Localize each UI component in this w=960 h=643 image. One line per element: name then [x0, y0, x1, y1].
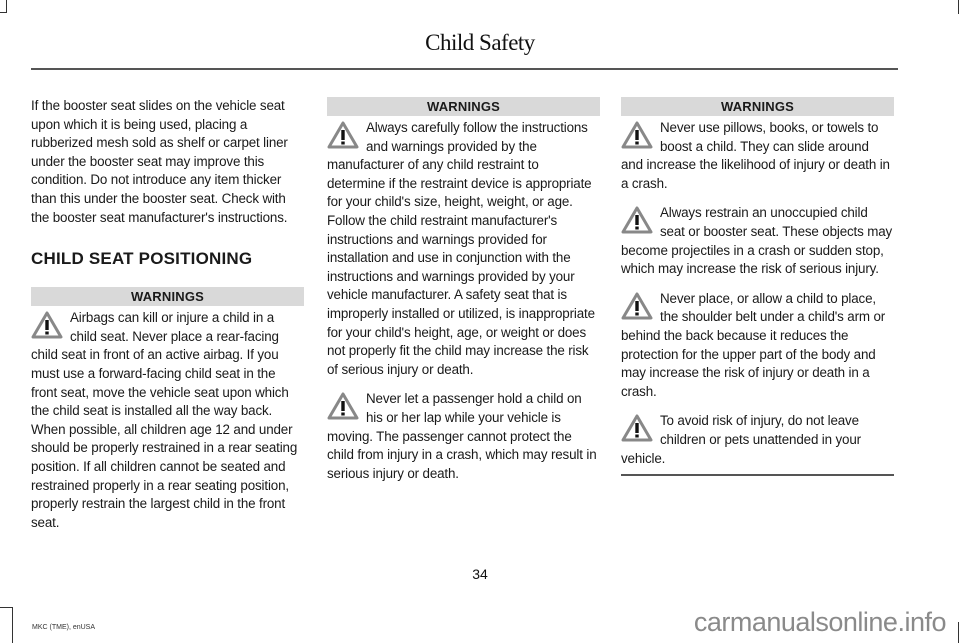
watermark: carmanualsonline.info [693, 607, 946, 637]
warning-text: Never use pillows, books, or towels to boost a child. They can slide around and increase the likelihood of injury or death in a crash. [621, 120, 890, 191]
booster-seat-paragraph: If the booster seat slides on the vehicle seat upon which it is being used, placing a rubberized mesh sold as shelf or carpet liner under the booster seat may improve this condition. Do not introduce any item thicker than this under the booster seat. Check with the booster seat manufacturer's instructions. [31, 98, 288, 225]
warning-item [327, 119, 600, 379]
warnings-end-divider [621, 474, 894, 476]
warning-text: To avoid risk of injury, do not leave children or pets unattended in your vehicle. [621, 413, 861, 466]
warning-triangle-icon [327, 392, 364, 424]
warning-text: Never let a passenger hold a child on his or her lap while your vehicle is moving. The passenger cannot protect the child from injury in a crash, which may result in serious injury or death. [327, 391, 597, 481]
warning-text: Airbags can kill or injure a child in a child seat. Never place a rear-facing child seat in front of an active airbag. If you must use a forward-facing child seat in the front seat, move the vehicle seat upon which the child seat is installed all the way back. When possible, all children age 12 and under should be properly restrained in a rear seating position. If all children cannot be seated and restrained properly in a rear seating position, properly restrain the largest child in the front seat. [31, 310, 298, 530]
header-divider [31, 68, 898, 70]
warning-item [621, 290, 894, 402]
left-column [31, 97, 304, 543]
warnings-header: WARNINGS [31, 287, 304, 306]
warning-triangle-icon [621, 292, 658, 324]
warning-triangle-icon [327, 121, 364, 153]
warnings-header: WARNINGS [621, 97, 894, 116]
crop-mark-bottom-left [0, 607, 13, 643]
warning-triangle-icon [621, 206, 658, 238]
warning-triangle-icon [621, 414, 658, 446]
middle-column [327, 97, 600, 494]
warning-item [31, 309, 304, 532]
warning-item [621, 412, 894, 468]
warning-triangle-icon [621, 121, 658, 153]
warning-text: Always carefully follow the instructions and warnings provided by the manufacturer of any child restraint to determine if the restraint device is appropriate for your child's size, height, weight, or age. Follow the child restraint manufacturer's instructions and warnings provided for installation and use in conjunction with the instructions and warnings provided by your vehicle manufacturer. A safety seat that is improperly installed or utilized, is inappropriate for your child's height, age, or weight or does not properly fit the child may increase the risk of serious injury or death. [327, 120, 595, 377]
warning-text: Never place, or allow a child to place, the shoulder belt under a child's arm or behind the back because it reduces the protection for the upper part of the body and may increase the risk of injury or death in a crash. [621, 290, 886, 399]
crop-mark-top-left [0, 0, 7, 13]
document-code: MKC (TME), enUSA [32, 624, 96, 631]
page-title: Child Safety [425, 30, 535, 55]
right-column [621, 97, 894, 476]
warning-text: Always restrain an unoccupied child seat or booster seat. These objects may become projectiles in a crash or sudden stop, which may increase the risk of serious injury. [621, 205, 893, 277]
warning-item [621, 204, 894, 278]
warnings-header: WARNINGS [327, 97, 600, 116]
warning-triangle-icon [31, 311, 68, 343]
section-heading-child-seat-positioning: CHILD SEAT POSITIONING [31, 249, 253, 269]
page-number: 34 [472, 566, 488, 582]
warning-item [327, 390, 600, 483]
warning-item [621, 119, 894, 193]
